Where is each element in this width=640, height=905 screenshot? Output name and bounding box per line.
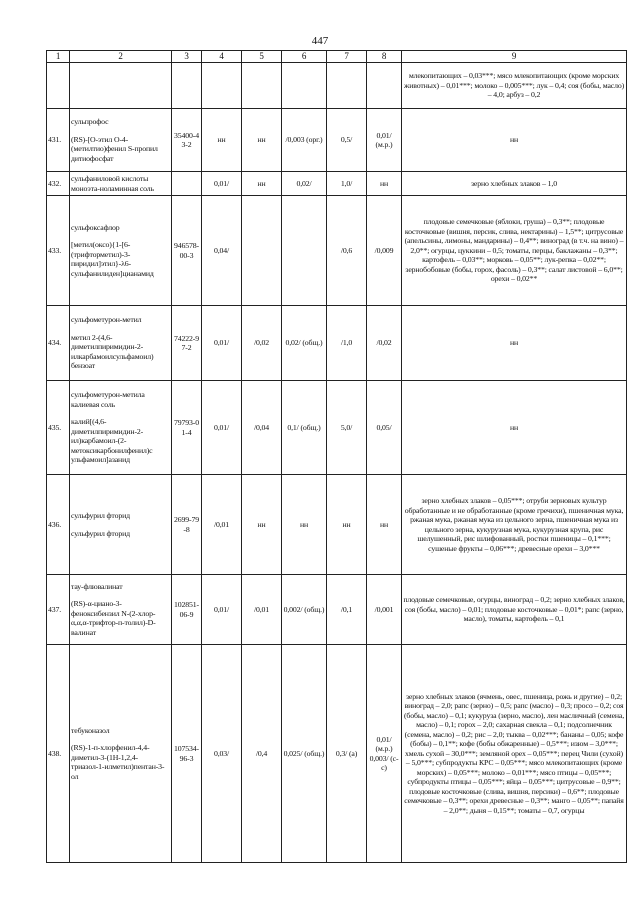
row-number: 435. [47, 381, 70, 475]
value-col7 [327, 63, 367, 109]
value-col4 [202, 63, 242, 109]
cas-number: 946578-00-3 [172, 196, 202, 306]
value-col4: 0,03/ [202, 645, 242, 863]
page-number: 447 [311, 35, 329, 47]
value-col4: 0,01/ [202, 381, 242, 475]
substance-synonym: [метил(оксо){1-[6-(трифторметил)-3-пиридил]этил}-λ6-сульфанилиден]цианамид [71, 240, 154, 278]
substance-synonym: сульфурил фторид [71, 528, 130, 538]
table-row [47, 63, 627, 109]
residue-limits: млекопитающих – 0,03***; мясо млекопитающих (кроме морских животных) – 0,01***; молоко – 0,005***; лук – 0,4; соя (бобы, масло) – 4,0; арбуз – 0,2 [402, 63, 627, 109]
substance-name [70, 381, 172, 475]
value-col4: 0,04/ [202, 196, 242, 306]
value-col5 [242, 63, 282, 109]
substance-name [70, 575, 172, 645]
column-number: 1 [47, 51, 70, 63]
row-number: 436. [47, 475, 70, 575]
substance-title: сульфометурон-метила калиевая соль [71, 390, 145, 409]
table-row [47, 196, 627, 306]
substance-title: сульфометурон-метил [71, 315, 142, 325]
substance-name [70, 196, 172, 306]
cas-number [172, 172, 202, 196]
value-col6 [282, 196, 327, 306]
column-number-row [47, 51, 627, 63]
column-number: 3 [172, 51, 202, 63]
value-col6: 0,02/ (общ.) [282, 306, 327, 381]
table-row [47, 109, 627, 172]
value-col7: /1,0 [327, 306, 367, 381]
value-col5: нн [242, 475, 282, 575]
table-row [47, 645, 627, 863]
substance-title: сульфурил фторид [71, 511, 130, 520]
residue-limits: нн [402, 109, 627, 172]
value-col7: 5,0/ [327, 381, 367, 475]
cas-number: 74222-97-2 [172, 306, 202, 381]
row-number: 431. [47, 109, 70, 172]
cas-number: 2699-79-8 [172, 475, 202, 575]
table-row [47, 306, 627, 381]
row-number: 434. [47, 306, 70, 381]
value-col4: 0,01/ [202, 575, 242, 645]
value-col8: 0,05/ [367, 381, 402, 475]
residue-limits: плодовые семечковые (яблоки, груша) – 0,3**; плодовые косточковые (вишня, персик, слива, нектарины) – 1,5**; цитрусовые (апельсины, лимоны, мандарины) – 0,4**; виноград (в т.ч. на вино) – 2,0**; огурцы, цуккини – 0,5; томаты, перцы, баклажаны – 0,3**; картофель – 0,03**; морковь – 0,05**; лук-репка – 0,02**; зернобобовые (бобы, горох, фасоль) – 0,3**; салат листовой – 6,0**; орехи – 0,02** [402, 196, 627, 306]
cas-number: 79793-01-4 [172, 381, 202, 475]
residue-limits: зерно хлебных злаков – 0,05***; отруби зерновых культур обработанные и не обработанные (кроме гречихи), пшеничная мука, ржаная мука, ржаная мука из цельного зерна, пшеничная мука из цельного зерна, кукурузная мука, кукурузная крупа, рис шелушенный, рис шлифованный, ростки пшеницы – 0,1***; сушеные фрукты – 0,06***; древесные орехи – 3,0*** [402, 475, 627, 575]
value-col6: 0,1/ (общ.) [282, 381, 327, 475]
value-col4: 0,01/ [202, 306, 242, 381]
value-col6: 0,002/ (общ.) [282, 575, 327, 645]
residue-limits: нн [402, 306, 627, 381]
column-number: 5 [242, 51, 282, 63]
substance-name [70, 306, 172, 381]
value-col4: 0,01/ [202, 172, 242, 196]
cas-number: 102851-06-9 [172, 575, 202, 645]
value-col5 [242, 196, 282, 306]
table-row [47, 381, 627, 475]
cas-number: 107534-96-3 [172, 645, 202, 863]
table-row [47, 475, 627, 575]
substance-synonym: (RS)-α-циано-3-феноксибензил N-(2-хлор-α,α,α-трифтор-п-толил)-D-валинат [71, 599, 156, 637]
value-col8: /0,02 [367, 306, 402, 381]
column-number: 2 [70, 51, 172, 63]
value-col8: /0,001 [367, 575, 402, 645]
residue-limits: нн [402, 381, 627, 475]
column-number: 9 [402, 51, 627, 63]
cas-number [172, 63, 202, 109]
table-row [47, 172, 627, 196]
value-col5: /0,01 [242, 575, 282, 645]
substance-name [70, 645, 172, 863]
substance-synonym: калий[(4,6-диметилпиримидин-2-ил)карбамоил-(2-метоксикарбонилфенил)с ульфамоил]азанид [71, 417, 153, 465]
value-col7: 1,0/ [327, 172, 367, 196]
value-col6: нн [282, 475, 327, 575]
substance-name: сульфаниловой кислоты моноэта-ноламинная соль [70, 172, 172, 196]
column-number: 8 [367, 51, 402, 63]
value-col8: 0,01/ (м.р.) [367, 109, 402, 172]
value-col8 [367, 63, 402, 109]
substance-name [70, 63, 172, 109]
value-col5: нн [242, 172, 282, 196]
value-col6: 0,02/ [282, 172, 327, 196]
substance-synonym: (RS)-1-п-хлорфенил-4,4-диметил-3-(1Н-1,2,4-триазол-1-илметил)пентан-3-ол [71, 743, 165, 781]
value-col4: нн [202, 109, 242, 172]
value-col7: /0,6 [327, 196, 367, 306]
value-col7: 0,5/ [327, 109, 367, 172]
residue-limits: зерно хлебных злаков – 1,0 [402, 172, 627, 196]
value-col5: /0,04 [242, 381, 282, 475]
row-number: 437. [47, 575, 70, 645]
substance-title: тау-флювалинат [71, 581, 123, 591]
row-number: 432. [47, 172, 70, 196]
value-col8: 0,01/ (м.р.) 0,003/ (с-с) [367, 645, 402, 863]
value-col4: /0,01 [202, 475, 242, 575]
value-col8: нн [367, 172, 402, 196]
value-col6: 0,025/ (общ.) [282, 645, 327, 863]
row-number [47, 63, 70, 109]
value-col5: нн [242, 109, 282, 172]
hygiene-standards-table [46, 50, 627, 863]
column-number: 7 [327, 51, 367, 63]
substance-synonym: метил 2-(4,6-диметилпиримидин-2-илкарбамоилсульфамоил) бензоат [71, 332, 154, 371]
substance-title: сульфоксафлор [71, 222, 120, 232]
residue-limits: плодовые семечковые, огурцы, виноград – 0,2; зерно хлебных злаков, соя (бобы, масло) – 0,01; плодовые косточковые – 0,01*; рапс (зерно, масло), томаты, картофель – 0,1 [402, 575, 627, 645]
substance-title: тебуконазол [71, 725, 110, 735]
row-number: 433. [47, 196, 70, 306]
value-col7: /0,1 [327, 575, 367, 645]
value-col5: /0,02 [242, 306, 282, 381]
table-row [47, 575, 627, 645]
cas-number: 35400-43-2 [172, 109, 202, 172]
value-col6 [282, 63, 327, 109]
substance-synonym: (RS)-[O-этил O-4-(метилтио)фенил S-пропил дитиофосфат [71, 134, 158, 163]
residue-limits: зерно хлебных злаков (ячмень, овес, пшеница, рожь и другие) – 0,2; виноград – 2,0; рапс (зерно) – 0,5; рапс (масло) – 0,3; просо – 0,2; соя (бобы, масло) – 0,1; кукуруза (зерно, масло), лен масличный (семена, масло) – 0,1; горох – 2,0; сахарная свекла – 0,1; подсолнечник (семена, масло) – 0,2; рис – 2,0; тыква – 0,02***; бананы – 0,05; кофе (бобы) – 0,1**; кофе (бобы обжаренные) – 0,5***; изюм – 3,0***; хмель сухой – 30,0***; земляной орех – 0,05***; перец Чили (сухой) – 5,0***; субпродукты КРС – 0,05***; мясо млекопитающих (кроме морских) – 0,05***; молоко – 0,01***; мясо птицы – 0,05***; субпродукты птицы – 0,05***; яйца – 0,05***; цитрусовые – 0,9**; плодовые косточковые (слива, вишня, персики) – 0,6**; плодовые семечковые – 0,3**; орехи древесные – 0,3**; манго – 0,05**; папайя – 2,0**; дыня – 0,15**; томаты – 0,7, огурцы [402, 645, 627, 863]
substance-name [70, 475, 172, 575]
row-number: 438. [47, 645, 70, 863]
value-col5: /0,4 [242, 645, 282, 863]
substance-title: сульпрофос [71, 117, 109, 126]
value-col6: /0,003 (орг.) [282, 109, 327, 172]
value-col7: нн [327, 475, 367, 575]
value-col8: /0,009 [367, 196, 402, 306]
column-number: 4 [202, 51, 242, 63]
column-number: 6 [282, 51, 327, 63]
value-col8: нн [367, 475, 402, 575]
substance-name [70, 109, 172, 172]
value-col7: 0,3/ (а) [327, 645, 367, 863]
